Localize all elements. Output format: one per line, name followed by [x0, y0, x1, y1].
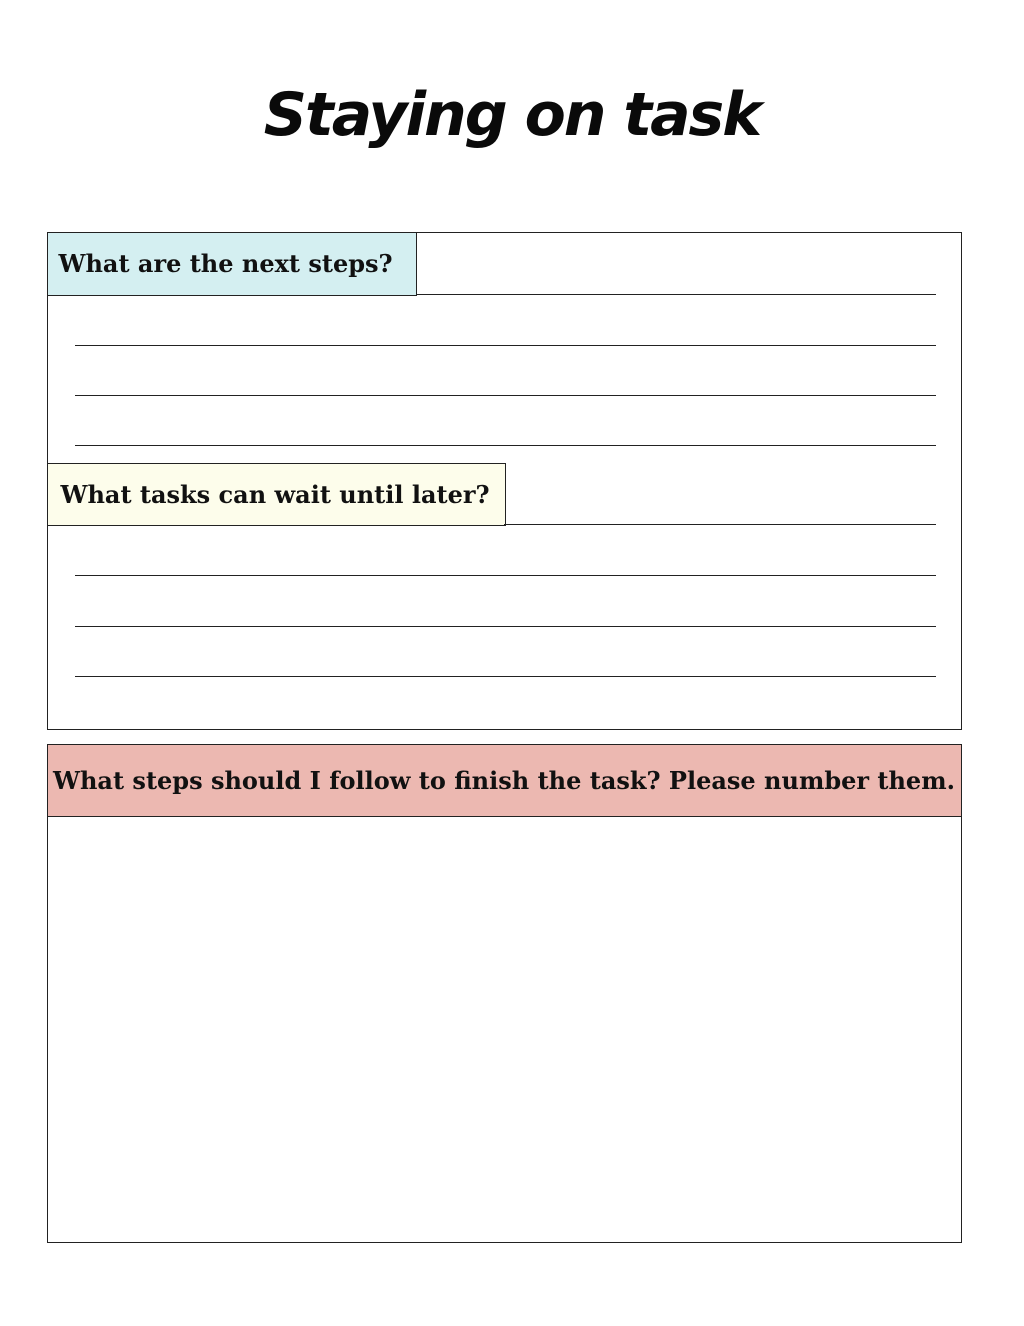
later-tasks-writing-line[interactable] [75, 626, 936, 627]
later-tasks-writing-line[interactable] [75, 676, 936, 677]
next-steps-header-rule [416, 294, 936, 295]
next-steps-and-later-tasks-box [47, 232, 962, 730]
worksheet-title: Staying on task [263, 80, 761, 150]
next-steps-header: What are the next steps? [47, 232, 417, 296]
numbered-steps-header: What steps should I follow to finish the task? Please number them. [47, 744, 962, 817]
later-tasks-header: What tasks can wait until later? [47, 463, 506, 526]
numbered-steps-box[interactable] [47, 744, 962, 1243]
next-steps-writing-line[interactable] [75, 395, 936, 396]
next-steps-writing-line[interactable] [75, 345, 936, 346]
later-tasks-writing-line[interactable] [75, 575, 936, 576]
later-tasks-header-rule [504, 524, 936, 525]
next-steps-writing-line[interactable] [75, 445, 936, 446]
